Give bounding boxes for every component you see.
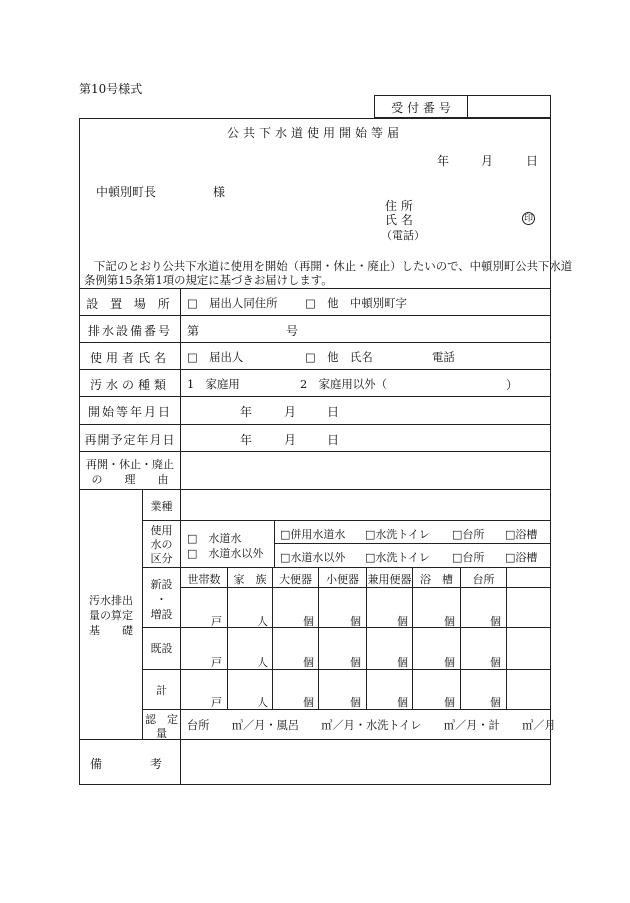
unit-total-toilet-large: 個 [303,696,314,709]
water-option-tap[interactable]: □ 水道水 [187,532,242,545]
resume-date-label: 再開予定年月日 [84,433,176,447]
unit-new-toilet-large: 個 [303,615,314,628]
unit-existing-kitchen: 個 [490,656,501,669]
unit-total-family: 人 [257,696,268,709]
statement-line-2: 条例第15条第1項の規定に基づきお届けします。 [84,273,333,287]
new-label-line-1: 新設 [150,578,173,591]
receipt-number-field[interactable] [468,96,550,117]
unit-total-households: 戸 [211,696,222,709]
unit-new-family: 人 [257,615,268,628]
unit-existing-family: 人 [257,656,268,669]
user-name-label: 使用者氏名 [89,351,170,365]
date-month: 月 [481,154,494,168]
date-day: 日 [526,154,539,168]
row1-option-combined-tap[interactable]: □併用水道水 [280,528,346,541]
unit-existing-dual-toilet: 個 [397,656,408,669]
row2-option-non-tap[interactable]: □水道水以外 [280,551,346,564]
facility-number-suffix: 号 [286,324,299,338]
existing-label: 既設 [150,642,173,655]
user-option-applicant[interactable]: □ 届出人 [187,350,244,364]
unit-existing-toilet-large: 個 [303,656,314,669]
statement-line-1: 下記のとおり公共下水道に使用を開始（再開・休止・廃止）したいので、中頓別町公共下水道 [94,259,573,273]
start-date-label: 開始等年月日 [87,405,172,419]
resume-date-day: 日 [327,433,340,447]
water-label-line-3: 区分 [150,552,173,565]
location-option-same[interactable]: □ 届出人同住所 [187,296,278,310]
resume-date-month: 月 [284,433,297,447]
applicant-address-label: 住 所 [385,199,413,213]
industry-label: 業種 [150,500,173,513]
user-phone-label: 電話 [432,350,455,364]
unit-total-dual-toilet: 個 [397,696,408,709]
facility-number-label: 排水設備番号 [87,324,172,338]
new-label-line-2: ・ [156,593,167,606]
row1-option-kitchen[interactable]: □台所 [452,528,485,541]
resume-date-year: 年 [240,433,253,447]
start-date-month: 月 [284,405,297,419]
applicant-name-label: 氏 名 [385,213,413,227]
row1-option-flush-toilet[interactable]: □水洗トイレ [365,528,430,541]
water-label-line-2: 水の [150,538,173,551]
unit-existing-bathtub: 個 [444,656,455,669]
start-date-year: 年 [240,405,253,419]
location-label: 設 置 場 所 [86,297,174,311]
unit-new-kitchen: 個 [490,615,501,628]
unit-total-urinal: 個 [350,696,361,709]
start-date-day: 日 [327,405,340,419]
applicant-phone-label: （電話） [381,229,425,242]
form-number: 第10号様式 [79,82,143,96]
reason-label-line-1: 再開・休止・廃止 [86,458,174,471]
facility-number-prefix: 第 [187,324,200,338]
header-urinal: 小便器 [326,573,359,586]
sewage-type-label: 汚水の種類 [89,378,170,392]
date-year: 年 [437,154,450,168]
row2-option-kitchen[interactable]: □台所 [452,551,485,564]
seal-mark: 印 [523,214,533,224]
approved-amount-text: 台所 ㎥／月・風呂 ㎥／月・水洗トイレ ㎥／月・計 ㎥／月 [187,719,556,732]
calc-label-line-2: 量の算定 [89,609,133,622]
calc-label-line-1: 汚水排出 [89,594,133,607]
reason-label-line-2: の 理 由 [91,473,169,486]
row2-option-bathtub[interactable]: □浴槽 [505,551,538,564]
addressee: 中頓別町長 [96,185,157,199]
receipt-number-label: 受 付 番 号 [391,101,451,115]
new-label-line-3: 増設 [150,608,173,621]
unit-new-bathtub: 個 [444,615,455,628]
header-kitchen: 台所 [472,573,495,586]
row2-option-flush-toilet[interactable]: □水洗トイレ [365,551,430,564]
unit-new-urinal: 個 [350,615,361,628]
unit-total-bathtub: 個 [444,696,455,709]
approved-label-line-2: 量 [156,727,167,740]
remarks-field[interactable] [181,740,550,784]
water-option-non-tap[interactable]: □ 水道水以外 [187,547,264,560]
unit-existing-households: 戸 [211,656,222,669]
location-option-other[interactable]: □ 他 中頓別町字 [305,296,407,310]
total-label: 計 [156,684,167,697]
header-toilet-large: 大便器 [279,573,312,586]
header-bathtub: 浴 槽 [420,573,453,586]
calc-label-line-3: 基 礎 [89,624,133,637]
unit-new-households: 戸 [211,615,222,628]
approved-label-line-1: 認 定 [145,713,178,726]
unit-total-kitchen: 個 [490,696,501,709]
row1-option-bathtub[interactable]: □浴槽 [505,528,538,541]
honorific: 様 [213,185,226,199]
user-option-other[interactable]: □ 他 氏名 [305,350,373,364]
header-family: 家 族 [233,573,267,586]
remarks-label: 備 考 [89,757,170,771]
header-dual-toilet: 兼用便器 [367,573,412,586]
header-households: 世帯数 [187,573,221,586]
unit-new-dual-toilet: 個 [397,615,408,628]
unit-existing-urinal: 個 [350,656,361,669]
water-label-line-1: 使用 [150,524,173,537]
sewage-type-close-paren: ） [506,378,519,392]
form-title: 公共下水道使用開始等届 [226,126,403,140]
sewage-type-household[interactable]: 1 家庭用 [187,377,240,391]
sewage-type-non-household[interactable]: 2 家庭用以外（ [300,377,387,391]
